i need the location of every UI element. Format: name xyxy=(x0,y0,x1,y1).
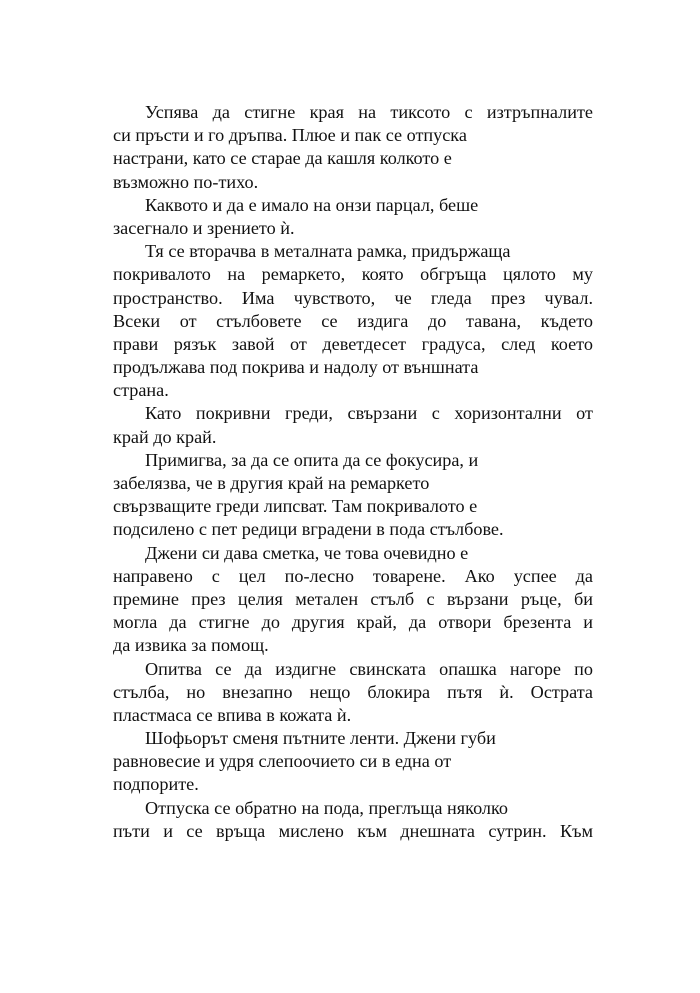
text-line: Успява да стигне края на тиксото с изтръпналите xyxy=(145,102,593,122)
text-line: възможно по-тихо. xyxy=(113,171,259,192)
text-line: могла да стигне до другия край, да отвори брезента и xyxy=(113,612,593,633)
text-line: Шофьорът сменя пътните ленти. Джени губи xyxy=(145,728,496,749)
text-line: направено с цел по-лесно товарене. Ако успее да xyxy=(113,565,593,586)
text-line: си пръсти и го дръпва. Плюе и пак се отпуска xyxy=(113,125,467,146)
text-line: Примигва, за да се опита да се фокусира, и xyxy=(145,449,479,470)
text-line: страна. xyxy=(113,380,169,401)
text-line: стълба, но внезапно нещо блокира пътя ѝ. Острата xyxy=(113,681,593,702)
text-line: прави рязък завой от деветдесет градуса, след което xyxy=(113,333,593,354)
text-line: да извика за помощ. xyxy=(113,635,269,656)
text-line: свързващите греди липсват. Там покривалото е xyxy=(113,496,478,517)
text-line: настрани, като се старае да кашля колкото е xyxy=(113,148,452,169)
text-line: Каквото и да е имало на онзи парцал, беше xyxy=(145,194,479,215)
text-line: Джени си дава сметка, че това очевидно е xyxy=(145,542,469,563)
text-line: Всеки от стълбовете се издига до тавана, където xyxy=(113,310,593,331)
text-line: Като покривни греди, свързани с хоризонтални от xyxy=(145,403,593,424)
text-line: забелязва, че в другия край на ремаркето xyxy=(113,473,430,493)
text-line: равновесие и удря слепоочието си в една от xyxy=(113,751,452,772)
text-line: край до край. xyxy=(113,426,217,447)
text-line: засегнало и зрението ѝ. xyxy=(113,217,295,238)
text-line: пъти и се връща мислено към днешната сутрин. Към xyxy=(113,820,593,841)
text-line: Отпуска се обратно на пода, преглъща няколко xyxy=(145,797,509,818)
text-line: продължава под покрива и надолу от външната xyxy=(113,357,479,378)
text-line: премине през целия метален стълб с вързани ръце, би xyxy=(113,588,593,609)
text-line: покривалото на ремаркето, която обгръща цялото му xyxy=(113,264,593,285)
text-line: Тя се вторачва в металната рамка, придържаща xyxy=(145,241,511,262)
text-line: пространство. Има чувството, че гледа през чувал. xyxy=(113,287,593,308)
text-line: пластмаса се впива в кожата ѝ. xyxy=(113,704,352,725)
body-text xyxy=(113,101,593,843)
text-line: подпорите. xyxy=(113,774,199,795)
text-line: подсилено с пет редици вградени в пода стълбове. xyxy=(113,519,504,540)
text-line: Опитва се да издигне свинската опашка нагоре по xyxy=(145,658,593,679)
